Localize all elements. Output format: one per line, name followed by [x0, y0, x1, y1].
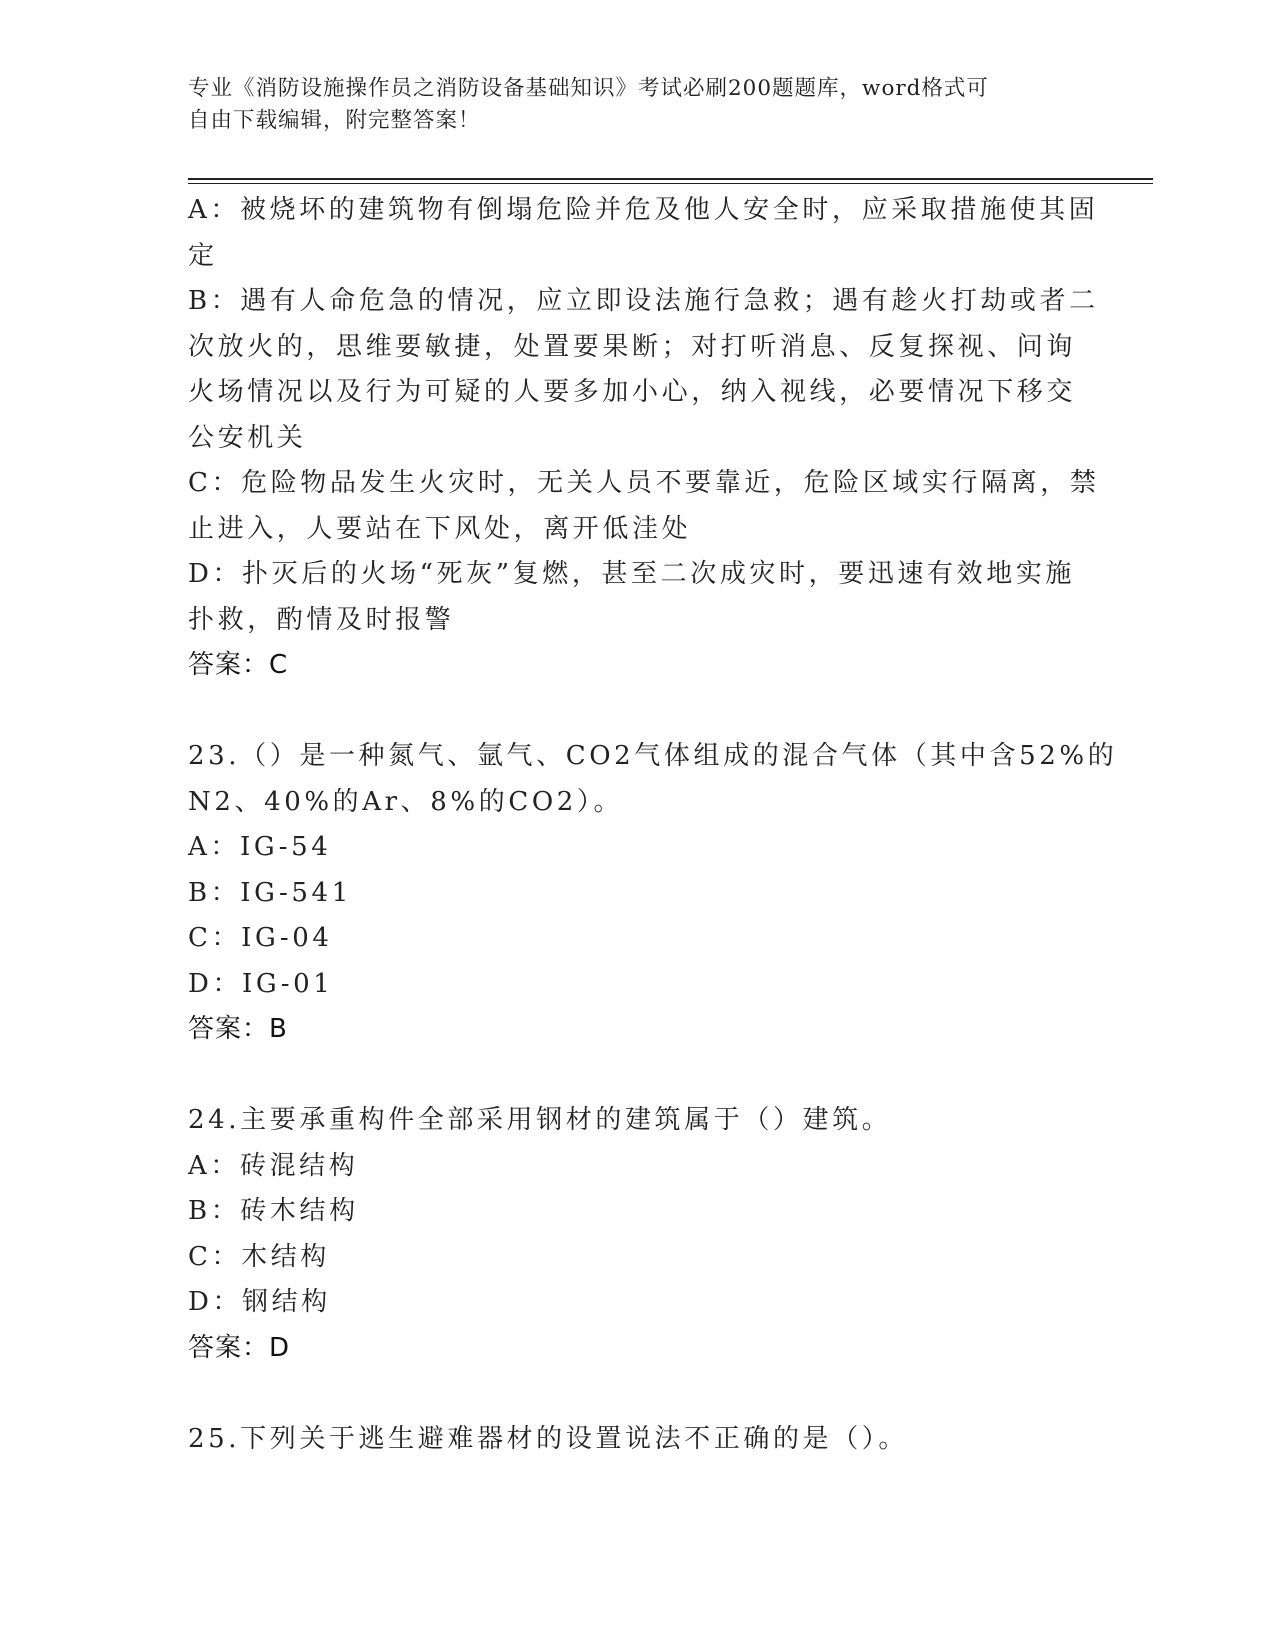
q24-option-b: B：砖木结构: [188, 1196, 359, 1226]
q24-option-a: A：砖混结构: [188, 1150, 359, 1181]
q22-option-b-line-4: 公安机关: [188, 422, 307, 453]
header-divider-thick: [188, 178, 1153, 180]
page-header: [188, 73, 1088, 137]
q23-stem-line-2: N2、40%的Ar、8%的CO2）。: [188, 786, 624, 817]
q22-answer: 答案：C: [188, 650, 289, 680]
header-title-line-1: 专业《消防设施操作员之消防设备基础知识》考试必刷200题题库，word格式可: [188, 76, 989, 101]
q23-stem-line-1: 23.（）是一种氮气、氩气、CO2气体组成的混合气体（其中含52%的: [188, 741, 1118, 771]
q22-option-a-line-2: 定: [188, 240, 218, 271]
question-25: [188, 1417, 1088, 1463]
q22-option-d-line-1: D：扑灭后的火场“死灰”复燃，甚至二次成灾时，要迅速有效地实施: [188, 559, 1076, 589]
question-23: [188, 734, 1118, 1053]
q22-option-c-line-1: C：危险物品发生火灾时，无关人员不要靠近，危险区域实行隔离，禁: [188, 468, 1100, 498]
q23-option-b: B：IG-541: [188, 877, 352, 908]
q24-answer: 答案：D: [188, 1332, 291, 1363]
q24-option-c: C：木结构: [188, 1241, 330, 1272]
question-24: [188, 1098, 1088, 1371]
spacer: [188, 1371, 1088, 1417]
q22-option-c-line-2: 止进入，人要站在下风处，离开低洼处: [188, 513, 692, 544]
header-divider-thin: [188, 183, 1153, 184]
spacer: [188, 1053, 1088, 1099]
q24-stem: 24.主要承重构件全部采用钢材的建筑属于（）建筑。: [188, 1105, 892, 1135]
header-title-line-2: 自由下载编辑，附完整答案！: [188, 108, 481, 133]
question-list: [188, 188, 1118, 1462]
q23-option-d: D：IG-01: [188, 968, 334, 999]
q22-option-b-line-1: B：遇有人命危急的情况，应立即设法施行急救；遇有趁火打劫或者二: [188, 286, 1099, 316]
q22-option-d-line-2: 扑救，酌情及时报警: [188, 604, 455, 635]
q23-option-c: C：IG-04: [188, 923, 333, 953]
q22-option-a-line-1: A：被烧坏的建筑物有倒塌危险并危及他人安全时，应采取措施使其固: [188, 195, 1099, 225]
q23-answer: 答案：B: [188, 1014, 288, 1044]
q22-option-b-line-2: 次放火的，思维要敏捷，处置要果断；对打听消息、反复探视、问询: [188, 331, 1077, 362]
q24-option-d: D：钢结构: [188, 1287, 331, 1317]
question-22: [188, 188, 1100, 689]
q22-option-b-line-3: 火场情况以及行为可疑的人要多加小心，纳入视线，必要情况下移交: [188, 377, 1077, 407]
q25-stem: 25.下列关于逃生避难器材的设置说法不正确的是（）。: [188, 1423, 908, 1454]
spacer: [188, 689, 1088, 735]
q23-option-a: A：IG-54: [188, 832, 332, 862]
